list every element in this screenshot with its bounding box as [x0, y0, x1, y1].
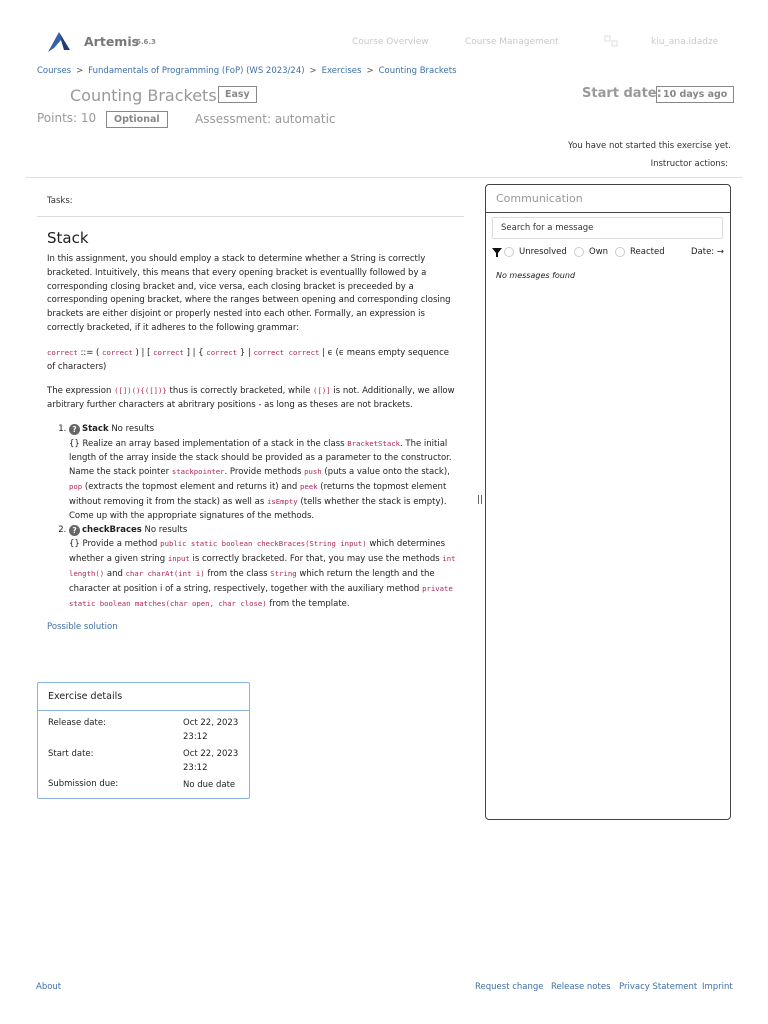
footer-imprint-link[interactable]: Imprint [702, 982, 733, 992]
release-date-value: Oct 22, 2023 23:12 [183, 718, 239, 742]
possible-solution-link[interactable]: Possible solution [47, 622, 118, 633]
release-date-label: Release date: [48, 718, 106, 728]
date-sort-toggle[interactable]: Date: → [690, 247, 724, 257]
problem-statement [47, 253, 457, 635]
breadcrumb-course[interactable]: Fundamentals of Programming (FoP) (WS 2023/24) [88, 66, 305, 76]
exercise-details-card [37, 682, 250, 799]
details-title: Exercise details [48, 691, 123, 702]
divider [38, 710, 249, 711]
breadcrumb-separator: > [76, 66, 84, 76]
submission-due-value: No due date [183, 780, 236, 790]
start-date-label: Start date: [582, 86, 662, 101]
not-started-notice: You have not started this exercise yet. [568, 141, 731, 151]
submission-due-label: Submission due: [48, 779, 119, 789]
resize-handle[interactable]: || [477, 495, 484, 505]
message-filters [492, 247, 726, 259]
divider [37, 216, 464, 217]
optional-badge: Optional [106, 111, 168, 128]
task-title: Stack [82, 423, 109, 434]
tasks-label: Tasks: [47, 196, 73, 206]
start-date-label: Start date: [48, 749, 94, 759]
assessment-label: Assessment: automatic [195, 112, 336, 126]
task-item-checkbraces: 2. ? checkBraces No results {} Provide a method public static boolean checkBraces(String input) which determines whether a given string input is correctly bracketed. For that, you may use the methods int length() and char charAt(int i) from the class String which return the length and the character at position i of a string, respectively, together with the auxiliary method private static boolean matches(char open, char close) from the template. [69, 524, 457, 612]
task-title: checkBraces [82, 524, 142, 535]
example-paragraph: The expression ([])(){([])} thus is correctly bracketed, while ([)] is not. Additionally, we allow arbitrary further characters at abritrary positions - as long as theses are not brackets. [47, 386, 455, 411]
question-icon[interactable]: ? [69, 525, 80, 536]
footer-about-link[interactable]: About [36, 982, 62, 992]
version-label: 6.6.3 [136, 38, 156, 46]
breadcrumb [37, 66, 457, 76]
filter-icon[interactable] [492, 248, 502, 257]
artemis-logo-icon[interactable] [46, 30, 72, 54]
exercise-title: Counting Brackets [70, 86, 217, 105]
task-list [69, 423, 457, 611]
reacted-checkbox[interactable] [615, 247, 625, 257]
footer-release-notes-link[interactable]: Release notes [551, 982, 611, 992]
question-icon[interactable]: ? [69, 424, 80, 435]
reacted-label[interactable]: Reacted [630, 247, 665, 257]
breadcrumb-exercises[interactable]: Exercises [321, 66, 362, 76]
start-date-value: Oct 22, 2023 23:12 [183, 749, 239, 773]
task-item-stack: 1. ? Stack No results {} Realize an array based implementation of a stack in the class BracketStack. The initial length of the array inside the stack should be provided as a parameter to the constructor. Name the stack pointer stackpointer. Provide methods push (puts a value onto the stack), pop (extracts the topmost element and returns it) and peek (returns the topmost element without removing it from the stack) as well as isEmpty (tells whether the stack is empty). Come up with the appropriate signatures of the methods. [69, 423, 457, 524]
footer-request-change-link[interactable]: Request change [475, 982, 544, 992]
instructor-actions-label: Instructor actions: [650, 159, 728, 169]
start-date-badge: 10 days ago [656, 86, 734, 103]
footer-privacy-link[interactable]: Privacy Statement [619, 982, 698, 992]
breadcrumb-separator: > [309, 66, 317, 76]
communication-header[interactable] [486, 185, 730, 213]
communication-panel [485, 184, 731, 820]
grammar-paragraph: correct ::= ( correct ) | [ correct ] | { correct } | correct correct | ϵ (ϵ means empty sequence of characters) [47, 347, 449, 372]
top-navbar [0, 0, 768, 60]
own-label[interactable]: Own [589, 247, 609, 257]
communication-title: Communication [496, 192, 583, 205]
points-label: Points: 10 [37, 111, 97, 125]
breadcrumb-separator: > [366, 66, 374, 76]
breadcrumb-courses[interactable]: Courses [37, 66, 72, 76]
divider [26, 177, 742, 178]
brand-name[interactable]: Artemis [84, 34, 140, 49]
intro-paragraph: In this assignment, you should employ a stack to determine whether a String is correctly bracketed. Intuitively, this means that every opening bracket is eventuallly followed by a corresponding closing bracket and, vice versa, each closing bracket is preceeded by a corresponding opening bracket, where the ranges between opening and corresponding closing brackets are either disjoint or properly nested into each other. Formally, an expression is correctly bracketed, if it adheres to the following grammar: [47, 254, 451, 333]
difficulty-badge: Easy [218, 86, 257, 103]
nav-course-management[interactable]: Course Management [465, 37, 559, 47]
user-menu[interactable]: kiu_ana.idadze [651, 37, 719, 47]
translate-icon[interactable] [604, 35, 618, 47]
problem-heading: Stack [47, 229, 89, 247]
task-status: No results [111, 423, 155, 434]
task-status: No results [144, 524, 188, 535]
unresolved-checkbox[interactable] [504, 247, 514, 257]
no-messages-text: No messages found [496, 271, 576, 280]
breadcrumb-exercise[interactable]: Counting Brackets [378, 66, 457, 76]
nav-course-overview[interactable]: Course Overview [352, 37, 429, 47]
message-search-input[interactable] [492, 217, 723, 239]
own-checkbox[interactable] [574, 247, 584, 257]
unresolved-label[interactable]: Unresolved [519, 247, 567, 257]
